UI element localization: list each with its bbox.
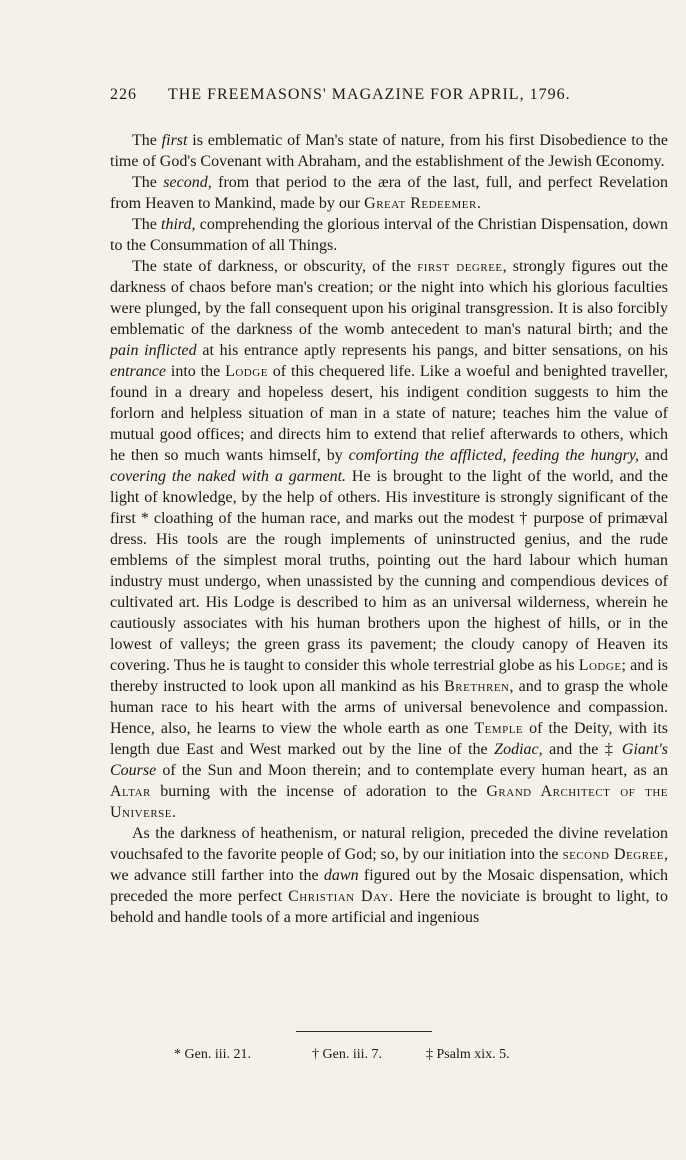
- footnote-1: * Gen. iii. 21.: [174, 1047, 251, 1062]
- small-caps-text: Lodge: [225, 363, 268, 380]
- small-caps-text: Brethren: [444, 678, 510, 695]
- italic-text: first: [161, 132, 188, 149]
- paragraph: [110, 214, 668, 256]
- text-run: from that period to the æra of the last, full, and perfect Revelation from Heaven to Mankind, made by our: [110, 174, 669, 212]
- italic-text: second,: [163, 174, 212, 191]
- small-caps-text: Temple: [474, 720, 524, 737]
- text-run: of the Deity, with its length due East and West marked out by the line of the: [110, 720, 668, 758]
- small-caps-text: first degree: [417, 258, 503, 275]
- text-run: of the Sun and Moon therein; and to contemplate every human heart, as an: [156, 762, 668, 779]
- italic-text: Zodiac,: [494, 741, 543, 758]
- page-number: 226: [110, 86, 137, 103]
- text-run: and the ‡: [542, 741, 622, 758]
- text-run: As the darkness of heathenism, or natural religion, preceded the divine revelation vouchsafed to the favorite people of God; so, by our initiation into the: [110, 825, 668, 863]
- text-run: burning with the incense of adoration to the: [150, 783, 487, 800]
- text-run: .: [172, 804, 176, 821]
- text-run: into the: [165, 363, 226, 380]
- text-run: The: [132, 174, 164, 191]
- footnote-2: † Gen. iii. 7.: [312, 1047, 382, 1062]
- text-run: , and to grasp the whole human race to his heart with the arms of universal benevolence and compassion. Hence, also, he learns to view the whole earth as one: [110, 678, 668, 737]
- small-caps-text: Great Redeemer: [364, 195, 477, 212]
- small-caps-text: Lodge: [578, 657, 622, 674]
- small-caps-text: second Degree: [562, 846, 665, 863]
- text-run: .: [476, 195, 481, 212]
- text-run: The state of darkness, or obscurity, of the: [132, 258, 418, 275]
- footnote-3: ‡ Psalm xix. 5.: [426, 1047, 510, 1062]
- text-run: is emblematic of Man's state of nature, from his first Disobedience to the time of God's Covenant with Abraham, and the establishment of the Jewish Œconomy.: [110, 132, 669, 170]
- text-run: . Here the noviciate is brought to light, to behold and handle tools of a more artificial and ingenious: [110, 888, 669, 926]
- italic-text: pain inflicted: [110, 342, 197, 359]
- paragraph: [110, 172, 668, 214]
- body-text: [110, 130, 668, 928]
- italic-text: third,: [161, 216, 196, 233]
- text-run: figured out by the Mosaic dispensation, which preceded the more perfect: [110, 867, 669, 905]
- text-run: at his entrance aptly represents his pangs, and bitter sensations, on his: [196, 342, 669, 359]
- text-run: The: [132, 132, 162, 149]
- text-run: , we advance still farther into the: [110, 846, 669, 884]
- italic-text: dawn: [323, 867, 359, 884]
- text-run: comprehending the glorious interval of the Christian Dispensation, down to the Consummation of all Things.: [110, 216, 668, 254]
- italic-text: comforting the afflicted, feeding the hungry,: [348, 447, 640, 464]
- italic-text: Giant's Course: [110, 741, 668, 779]
- text-run: of this chequered life. Like a woeful and benighted traveller, found in a dreary and hopeless desert, his indigent condition suggests to him the forlorn and helpless situation of man in a state of nature; teaches him the value of mutual good offices; and directs him to extend that relief afterwards to others, which he then so much wants himself, by: [110, 363, 669, 464]
- paragraph: [110, 823, 668, 928]
- small-caps-text: Grand Architect of the Universe: [110, 783, 668, 821]
- text-run: The: [132, 216, 162, 233]
- italic-text: entrance: [110, 363, 166, 380]
- paragraph: [110, 130, 668, 172]
- footnote-rule: [296, 1031, 432, 1032]
- paragraph: [110, 256, 668, 823]
- text-run: and: [639, 447, 668, 464]
- small-caps-text: Christian Day: [288, 888, 389, 905]
- running-title: THE FREEMASONS' MAGAZINE FOR APRIL, 1796.: [168, 86, 571, 103]
- text-run: , strongly figures out the darkness of chaos before man's creation; or the night into which his glorious faculties were plunged, by the fall consequent upon his original transgression. It is also forcibly emblematic of the darkness of the womb antecedent to man's natural birth; and the: [110, 258, 669, 338]
- italic-text: covering the naked with a garment.: [110, 468, 347, 485]
- text-run: ; and is thereby instructed to look upon all mankind as his: [110, 657, 669, 695]
- text-run: He is brought to the light of the world, and the light of knowledge, by the help of others. His investiture is strongly significant of the first * cloathing of the human race, and marks out the modest † purpose of primæval dress. His tools are the rough implements of uninstructed genius, and the rude emblems of the simplest moral truths, pointing out the hard labour which human industry must undergo, when unassisted by the cunning and compendious devices of cultivated art. His Lodge is described to him as an universal wilderness, wherein he cautiously associates with his human brothers upon the highest of hills, or in the lowest of valleys; the green grass its pavement; the cloudy canopy of Heaven its covering. Thus he is taught to consider this whole terrestrial globe as his: [110, 468, 669, 674]
- small-caps-text: Altar: [110, 783, 151, 800]
